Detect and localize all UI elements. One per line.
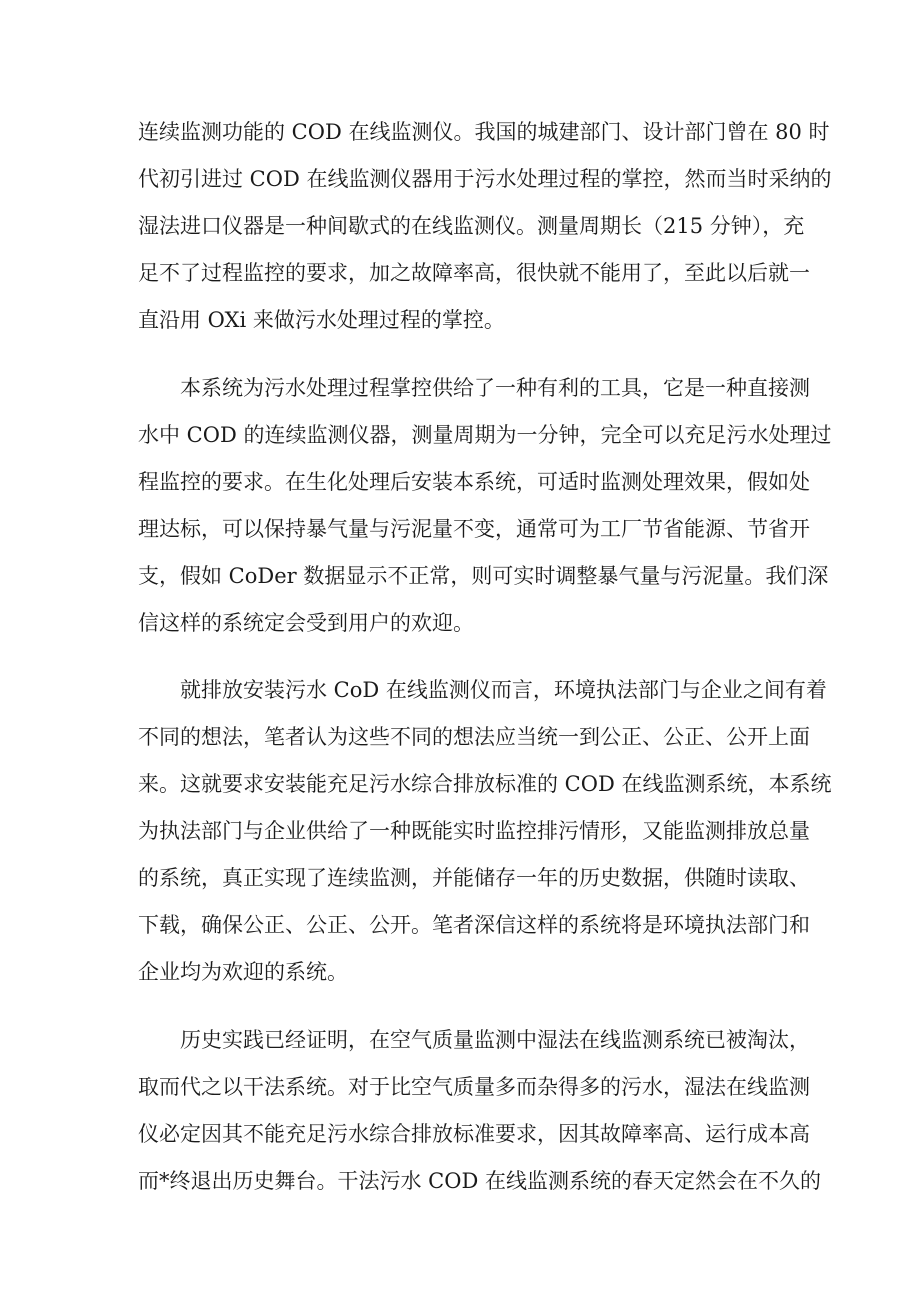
paragraph-3-line-5: 的系统，真正实现了连续监测，并能储存一年的历史数据，供随时读取、	[138, 866, 810, 890]
paragraph-1-line-5: 直沿用 OXi 来做污水处理过程的掌控。	[138, 308, 505, 332]
paragraph-2-line-6: 信这样的系统定会受到用户的欢迎。	[138, 611, 474, 635]
paragraph-2-line-3: 程监控的要求。在生化处理后安装本系统，可适时监测处理效果，假如处	[138, 470, 810, 494]
paragraph-4-line-1: 历史实践已经证明，在空气质量监测中湿法在线监测系统已被淘汰，	[180, 1028, 810, 1052]
paragraph-3-line-2: 不同的想法，笔者认为这些不同的想法应当统一到公正、公正、公开上面	[138, 725, 810, 749]
paragraph-1-line-3: 湿法进口仪器是一种间歇式的在线监测仪。测量周期长（215 分钟），充	[138, 214, 805, 238]
paragraph-1-line-2: 代初引进过 COD 在线监测仪器用于污水处理过程的掌控，然而当时采纳的	[138, 167, 832, 191]
paragraph-4-line-4: 而*终退出历史舞台。干法污水 COD 在线监测系统的春天定然会在不久的	[138, 1169, 821, 1193]
paragraph-4-line-2: 取而代之以干法系统。对于比空气质量多而杂得多的污水，湿法在线监测	[138, 1075, 810, 1099]
paragraph-2-line-5: 支，假如 CoDer 数据显示不正常，则可实时调整暴气量与污泥量。我们深	[138, 564, 829, 588]
paragraph-3-line-4: 为执法部门与企业供给了一种既能实时监控排污情形，又能监测排放总量	[138, 819, 810, 843]
paragraph-2-line-2: 水中 COD 的连续监测仪器，测量周期为一分钟，完全可以充足污水处理过	[138, 423, 832, 447]
paragraph-1-line-1: 连续监测功能的 COD 在线监测仪。我国的城建部门、设计部门曾在 80 时	[138, 120, 830, 144]
paragraph-3-line-3: 来。这就要求安装能充足污水综合排放标准的 COD 在线监测系统，本系统	[138, 772, 832, 796]
paragraph-2-line-4: 理达标，可以保持暴气量与污泥量不变，通常可为工厂节省能源、节省开	[138, 517, 810, 541]
paragraph-1-line-4: 足不了过程监控的要求，加之故障率高，很快就不能用了，至此以后就一	[138, 261, 810, 285]
paragraph-2-line-1: 本系统为污水处理过程掌控供给了一种有利的工具，它是一种直接测	[180, 376, 810, 400]
paragraph-4-line-3: 仪必定因其不能充足污水综合排放标准要求，因其故障率高、运行成本高	[138, 1122, 810, 1146]
paragraph-3-line-7: 企业均为欢迎的系统。	[138, 960, 348, 984]
paragraph-3-line-1: 就排放安装污水 CoD 在线监测仪而言，环境执法部门与企业之间有着	[180, 678, 827, 702]
paragraph-3-line-6: 下载，确保公正、公正、公开。笔者深信这样的系统将是环境执法部门和	[138, 913, 810, 937]
